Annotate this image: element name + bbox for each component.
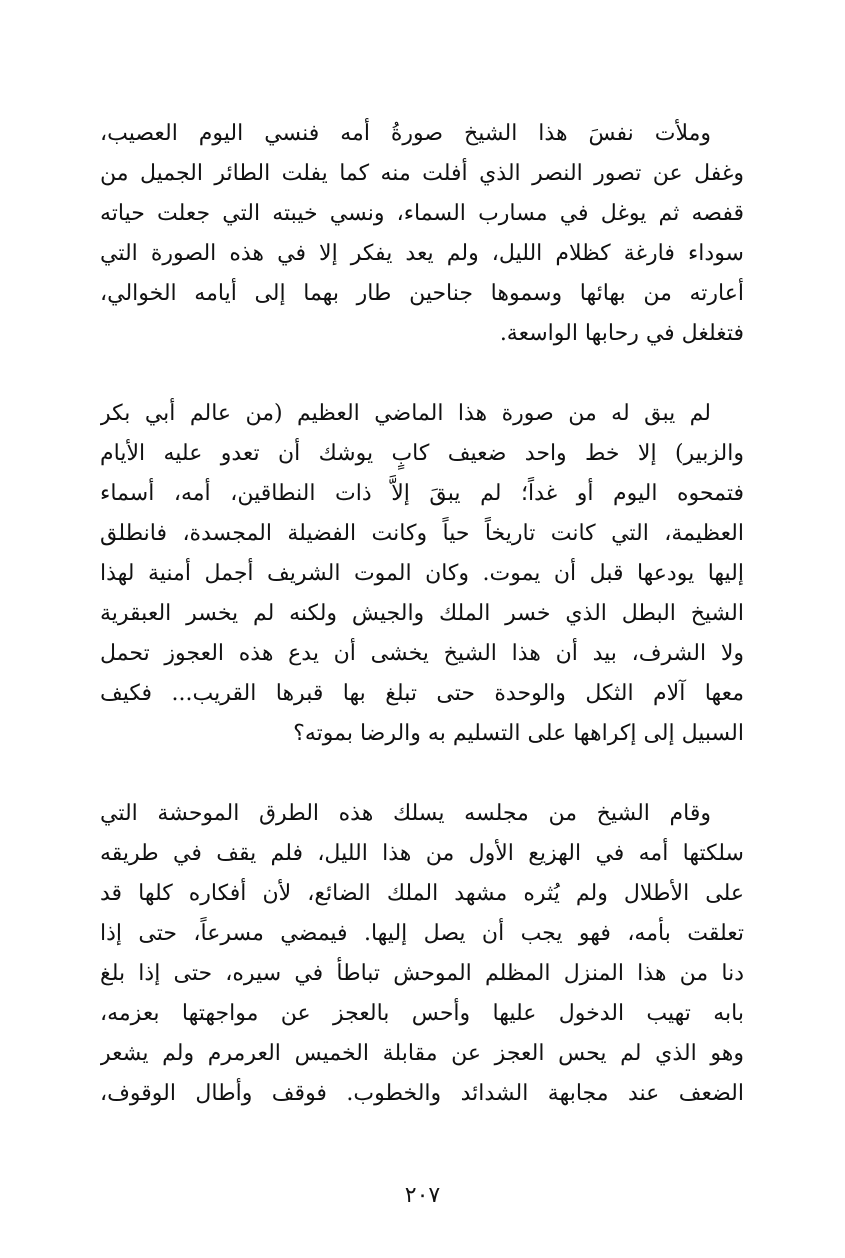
paragraph-1 xyxy=(100,114,744,354)
paragraph-line: إليها يودعها قبل أن يموت. وكان الموت الشريف أجمل أمنية لهذا xyxy=(100,561,744,586)
page-number: ٢٠٧ xyxy=(404,1183,441,1208)
paragraph-line: السبيل إلى إكراهها على التسليم به والرضا بموته؟ xyxy=(293,721,744,746)
paragraph-line: وقام الشيخ من مجلسه يسلك هذه الطرق الموحشة التي xyxy=(100,801,711,826)
paragraph-line: الضعف عند مجابهة الشدائد والخطوب. فوقف وأطال الوقوف، xyxy=(100,1081,744,1106)
paragraph-line: سوداء فارغة كظلام الليل، ولم يعد يفكر إلا في هذه الصورة التي xyxy=(100,241,744,266)
paragraph-line: فتغلغل في رحابها الواسعة. xyxy=(499,321,744,346)
paragraph-line: وغفل عن تصور النصر الذي أفلت منه كما يفلت الطائر الجميل من xyxy=(100,161,744,186)
paragraph-line: فتمحوه اليوم أو غداً؛ لم يبقَ إلاَّ ذات النطاقين، أمه، أسماء xyxy=(100,481,744,506)
paragraph-line: تعلقت بأمه، فهو يجب أن يصل إليها. فيمضي مسرعاً، حتى إذا xyxy=(100,921,744,946)
paragraph-line: بابه تهيب الدخول عليها وأحس بالعجز عن مواجهتها بعزمه، xyxy=(100,1001,744,1026)
paragraph-3 xyxy=(100,794,744,1114)
paragraph-line: وهو الذي لم يحس العجز عن مقابلة الخميس العرمرم ولم يشعر xyxy=(100,1041,744,1066)
paragraph-line: سلكتها أمه في الهزيع الأول من هذا الليل، فلم يقف في طريقه xyxy=(100,841,744,866)
paragraph-line: معها آلام الثكل والوحدة حتى تبلغ بها قبرها القريب... فكيف xyxy=(100,681,744,706)
paragraph-line: العظيمة، التي كانت تاريخاً حياً وكانت الفضيلة المجسدة، فانطلق xyxy=(100,521,744,546)
paragraph-line: الشيخ البطل الذي خسر الملك والجيش ولكنه لم يخسر العبقرية xyxy=(100,601,744,626)
paragraph-line: على الأطلال ولم يُثره مشهد الملك الضائع، لأن أفكاره كلها قد xyxy=(100,881,744,906)
paragraph-2 xyxy=(100,394,744,754)
paragraph-line: ولا الشرف، بيد أن هذا الشيخ يخشى أن يدع هذه العجوز تحمل xyxy=(100,641,744,666)
paragraph-line: دنا من هذا المنزل المظلم الموحش تباطأ في سيره، حتى إذا بلغ xyxy=(100,961,744,986)
paragraph-line: والزبير) إلا خط واحد ضعيف كابٍ يوشك أن تعدو عليه الأيام xyxy=(100,441,744,466)
paragraph-line: قفصه ثم يوغل في مسارب السماء، ونسي خيبته التي جعلت حياته xyxy=(100,201,744,226)
paragraph-line: أعارته من بهائها وسموها جناحين طار بهما إلى أيامه الخوالي، xyxy=(100,281,744,306)
paragraph-line: وملأت نفسَ هذا الشيخ صورةُ أمه فنسي اليوم العصيب، xyxy=(100,121,711,146)
paragraph-line: لم يبق له من صورة هذا الماضي العظيم (من عالم أبي بكر xyxy=(100,401,711,426)
